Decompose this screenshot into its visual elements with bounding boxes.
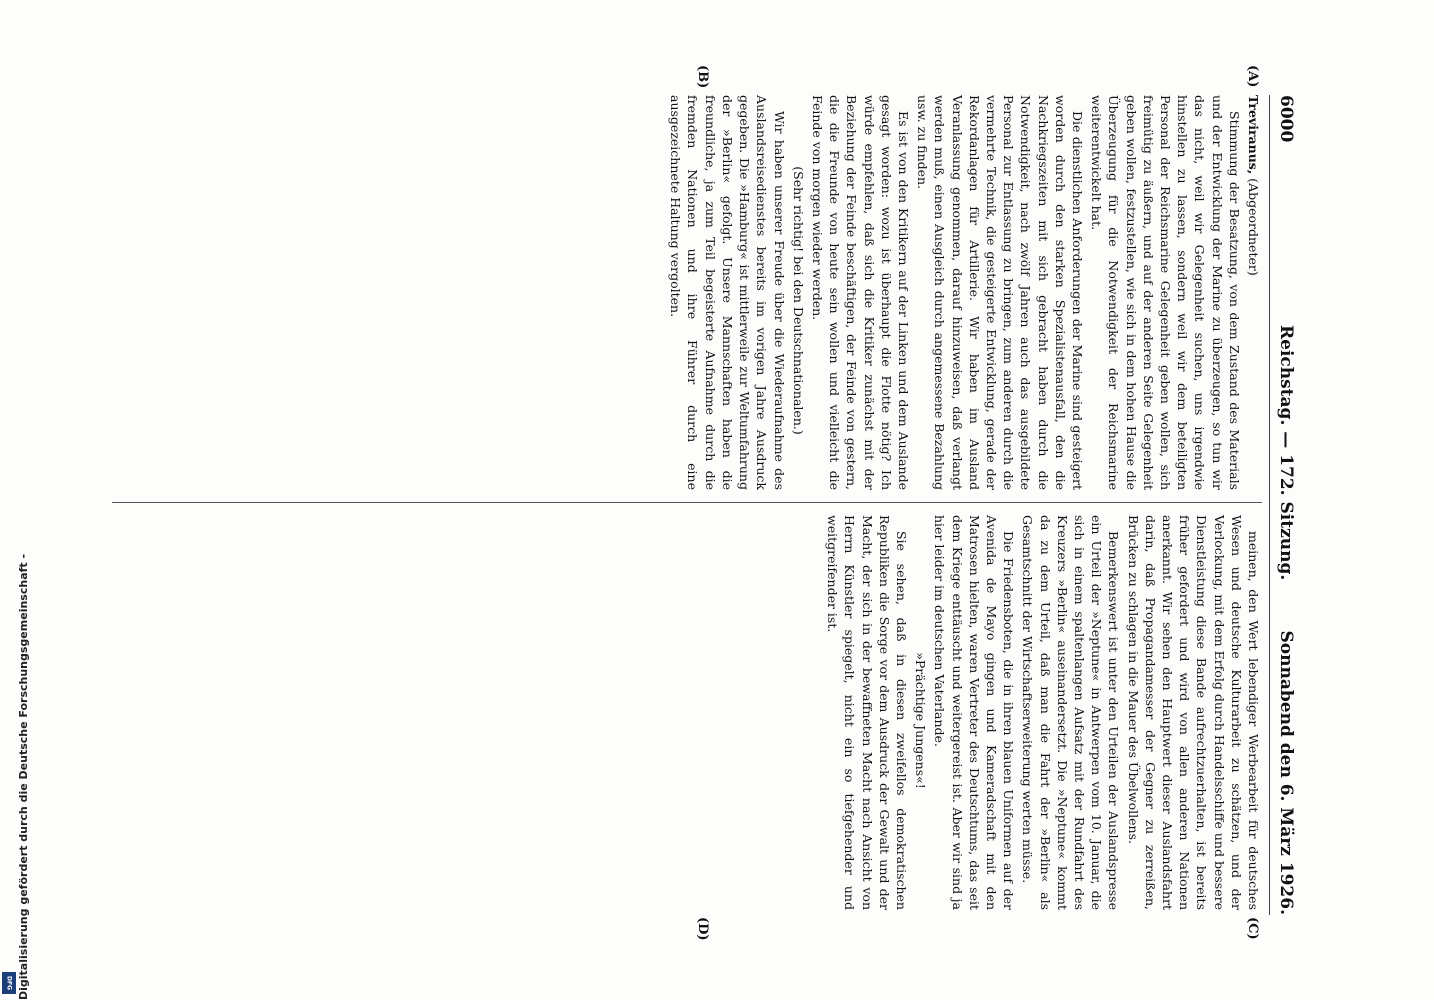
margin-marker-c: (C) (1245, 917, 1260, 940)
paragraph: Es ist von den Kritikern auf der Linken und dem Auslande gesagt worden: wozu ist überhaupt die Flotte nötig? Ich würde empfehlen, daß sich die Kritiker zunächst mit der Beziehung der Feinde beschäftigen, der Feinde von gestern, die die Freunde von heute sein wollen und vielleicht die Feinde von morgen wieder werden. (809, 95, 911, 490)
digitization-credit-text: Digitalisierung gefördert durch die Deutsche Forschungsgemeinschaft - (17, 553, 30, 1000)
paragraph: meinen, den Wert lebendiger Werbearbeit für deutsches Wesen und deutsche Kulturarbeit zu schätzen, und der Verlockung, mit dem Erfolg durch Handelsschiffe und bessere Dienstleistung diese Bande aufrechtzuerhalten, ist bereits früher gefordert und wird von allen anderen Nationen anerkannt. Wir sehen den Hauptwert dieser Auslandsfahrt darin, daß Propagandamesser der Gegner zu zerreißen, Brücken zu schlagen in die Mauer des Übelwollens. (1125, 515, 1261, 910)
document-body (100, 65, 1300, 941)
speaker-name: Treviranus, (1246, 95, 1261, 175)
session-title: Reichstag. — 172. Sitzung. (1276, 325, 1296, 581)
quote: »Prächtige Jungens«! (913, 652, 929, 789)
paragraph: Die Friedensboten, die in ihren blauen Uniformen auf der Avenida de Mayo gingen und Kameradschaft mit den Matrosen hielten, waren Vertreter des Deutschtums, das seit dem Kriege enttäuscht und weitergereist ist. Aber wir sind ja hier leider im deutschen Vaterlande. (932, 515, 1017, 910)
margin-marker-d: (D) (695, 917, 710, 941)
column-divider (112, 502, 1262, 503)
paragraph: Die dienstlichen Anforderungen der Marine sind gesteigert worden durch den starken Spezialistenausfall, den die Nachkriegszeiten mit sich gebracht haben durch die Notwendigkeit, nach zwölf Jahren auch das ausgebildete Personal zur Entlassung zu bringen, zum anderen durch die vermehrte Technik, die gesteigerte Entwicklung, gerade der Rekordanlagen für Artillerie. Wir haben im Ausland Veranlassung genommen, darauf hinzuweisen, daß verlangt werden muß, einen Ausgleich durch angemessene Bezahlung usw. zu finden. (915, 95, 1085, 490)
speaker-role: Abgeordneter (1246, 183, 1261, 271)
paragraph: Sie sehen, daß in diesen zweifellos demokratischen Republiken die Sorge vor dem Ausdruck der Gewalt und der Macht, der sich in der bewaffneten Macht nach Ansicht von Herrn Künstler spiegelt, nicht ein so tiefgehender und weitgreifender ist. (825, 515, 909, 910)
margin-marker-b: (B) (695, 65, 710, 89)
page-number: 6000 (1276, 95, 1296, 143)
session-date: Sonnabend den 6. März 1926. (1276, 630, 1296, 915)
paragraph: Stimmung der Besatzung, von dem Zustand des Materials und der Entwicklung der Marine zu überzeugen, so tun wir das nicht, weil wir Gelegenheit suchen, uns irgendwie hinstellen zu lassen, sondern weil wir dem beteiligten Personal der Reichsmarine Gelegenheit geben wollen, sich freimütig zu äußern, und auf der anderen Seite Gelegenheit geben wollen, festzustellen, wie sich in dem hohen Hause die Überzeugung für die Notwendigkeit der Reichsmarine weiterentwickelt hat. (1089, 95, 1242, 490)
page-header (1269, 95, 1300, 915)
dfg-logo: DFG (2, 972, 16, 994)
digitization-credit (2, 120, 30, 1000)
left-column: Treviranus, (Abgeordneter) Stimmung der Besatzung, von dem Zustand des Materials und der Entwicklung der Marine zu überzeugen, so tun wir das nicht, weil wir Gelegenheit suchen, uns irgendwie hinstellen zu lassen, sondern weil wir dem beteiligten Personal der Reichsmarine Gelegenheit geben wollen, sich freimütig zu äußern, und auf der anderen Seite Gelegenheit geben wollen, festzustellen, wie sich in dem hohen Hause die Überzeugung für die Notwendigkeit der Reichsmarine weiterentwickelt hat. Die dienstlichen Anforderungen der Marine sind gesteigert worden durch den starken Spezialistenausfall, den die Nachkriegszeiten mit sich gebracht haben durch die Notwendigkeit, nach zwölf Jahren auch das ausgebildete Personal zur Entlassung zu bringen, zum anderen durch die vermehrte Technik, die gesteigerte Entwicklung, gerade der Rekordanlagen für Artillerie. Wir haben im Ausland Veranlassung genommen, darauf hinzuweisen, daß verlangt werden muß, einen Ausgleich durch angemessene Bezahlung usw. zu finden. Es ist von den Kritikern auf der Linken und dem Auslande gesagt worden: wozu ist überhaupt die Flotte nötig? Ich würde empfehlen, daß sich die Kritiker zunächst mit der Beziehung der Feinde beschäftigen, der Feinde von gestern, die die Freunde von heute sein wollen und vielleicht die Feinde von morgen wieder werden. (Sehr richtig! bei den Deutschnationalen.) Wir haben unserer Freude über die Wiederaufnahme des Auslandsreisedienstes bereits im vorigen Jahre Ausdruck gegeben. Die »Hamburg« ist mittlerweile zur Weltumfahrung der »Berlin« gefolgt. Unsere Mannschaften haben die freundliche, ja zum Teil begeisterte Aufnahme durch die fremden Nationen und ihre Führer durch eine ausgezeichnete Haltung vergolten. (668, 95, 1261, 490)
paragraph: Wir haben unserer Freude über die Wiederaufnahme des Auslandsreisedienstes bereits im vorigen Jahre Ausdruck gegeben. Die »Hamburg« ist mittlerweile zur Weltumfahrung der »Berlin« gefolgt. Unsere Mannschaften haben die freundliche, ja zum Teil begeisterte Aufnahme durch die fremden Nationen und ihre Führer durch eine ausgezeichnete Haltung vergolten. (668, 95, 787, 490)
interjection: (Sehr richtig! bei den Deutschnationalen.) (790, 166, 806, 435)
right-column (822, 515, 1262, 910)
paragraph: Bemerkenswert ist unter den Urteilen der Auslandspresse ein Urteil der »Neptune« in Antwerpen vom 10. Januar, die sich in einem spaltenlangen Aufsatz mit der Rundfahrt des Kreuzers »Berlin« auseinandersetzt. Die »Neptune« kommt da zu dem Urteil, daß man die Fahrt der »Berlin« als Gesamtschnitt der Wirtschaftserweiterung werten müsse. (1020, 515, 1122, 910)
margin-marker-a: (A) (1245, 65, 1260, 88)
